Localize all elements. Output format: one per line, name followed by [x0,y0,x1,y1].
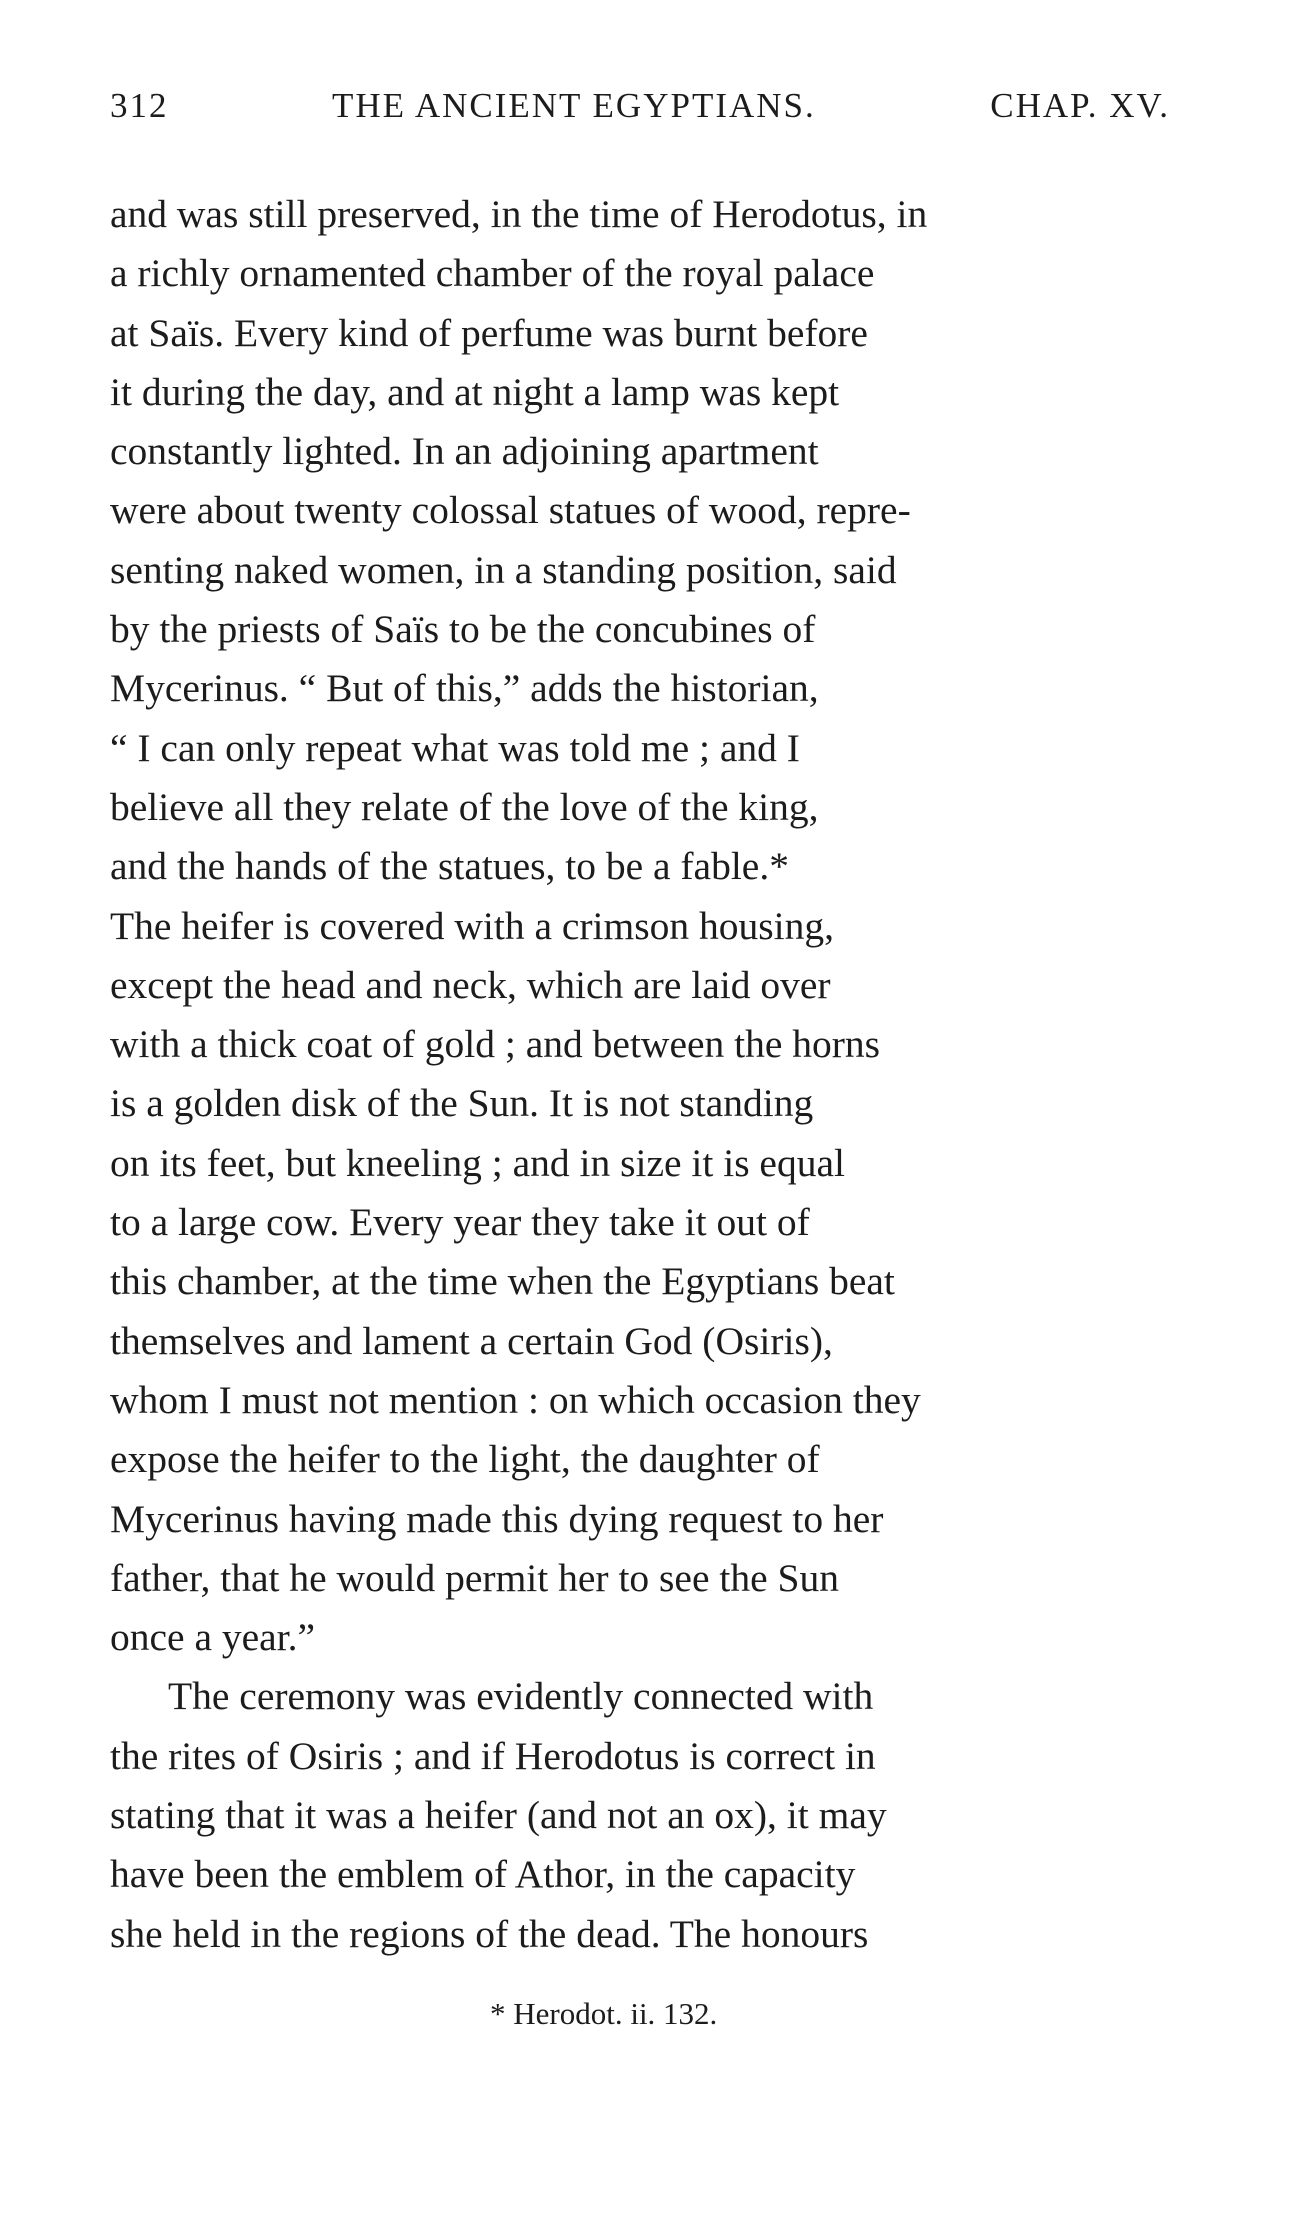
text-line: and was still preserved, in the time of Herodotus, in [110,192,928,236]
chapter-label: CHAP. XV. [990,86,1170,125]
text-line: and the hands of the statues, to be a fable.* [110,844,789,889]
text-line: this chamber, at the time when the Egyptians beat [110,1259,895,1304]
text-line: except the head and neck, which are laid over [110,962,831,1007]
text-line: The ceremony was evidently connected with [168,1674,874,1719]
text-line: Mycerinus having made this dying request to her [110,1496,884,1541]
text-line: with a thick coat of gold ; and between the horns [110,1022,881,1067]
text-line: the rites of Osiris ; and if Herodotus is correct in [110,1733,876,1778]
text-line: “ I can only repeat what was told me ; and I [110,725,800,770]
text-line: to a large cow. Every year they take it out of [110,1200,810,1245]
text-line: believe all they relate of the love of the king, [110,784,819,829]
text-line: have been the emblem of Athor, in the capacity [110,1852,856,1897]
text-line: whom I must not mention : on which occasion they [110,1377,921,1422]
text-line: were about twenty colossal statues of wood, repre- [110,488,911,533]
body-text [110,185,1170,1964]
text-line: themselves and lament a certain God (Osiris), [110,1318,833,1363]
text-line: father, that he would permit her to see the Sun [110,1555,839,1600]
text-line: senting naked women, in a standing position, said [110,547,897,592]
text-line: stating that it was a heifer (and not an ox), it may [110,1793,887,1838]
footnote: * Herodot. ii. 132. [490,1996,718,2031]
text-line: she held in the regions of the dead. The honours [110,1911,869,1956]
text-line: it during the day, and at night a lamp was kept [110,369,840,414]
text-line: once a year.” [110,1615,316,1660]
book-title: THE ANCIENT EGYPTIANS. [332,86,816,125]
text-line: on its feet, but kneeling ; and in size it is equal [110,1140,845,1185]
page-number: 312 [110,86,169,125]
text-line: by the priests of Saïs to be the concubines of [110,607,816,652]
text-line: at Saïs. Every kind of perfume was burnt before [110,310,868,355]
text-line: expose the heifer to the light, the daughter of [110,1437,820,1482]
text-line: a richly ornamented chamber of the royal palace [110,251,875,296]
text-line: is a golden disk of the Sun. It is not standing [110,1081,814,1126]
running-head [110,86,1170,136]
text-line: constantly lighted. In an adjoining apartment [110,429,819,474]
text-line: The heifer is covered with a crimson housing, [110,903,834,948]
text-line: Mycerinus. “ But of this,” adds the historian, [110,666,819,711]
